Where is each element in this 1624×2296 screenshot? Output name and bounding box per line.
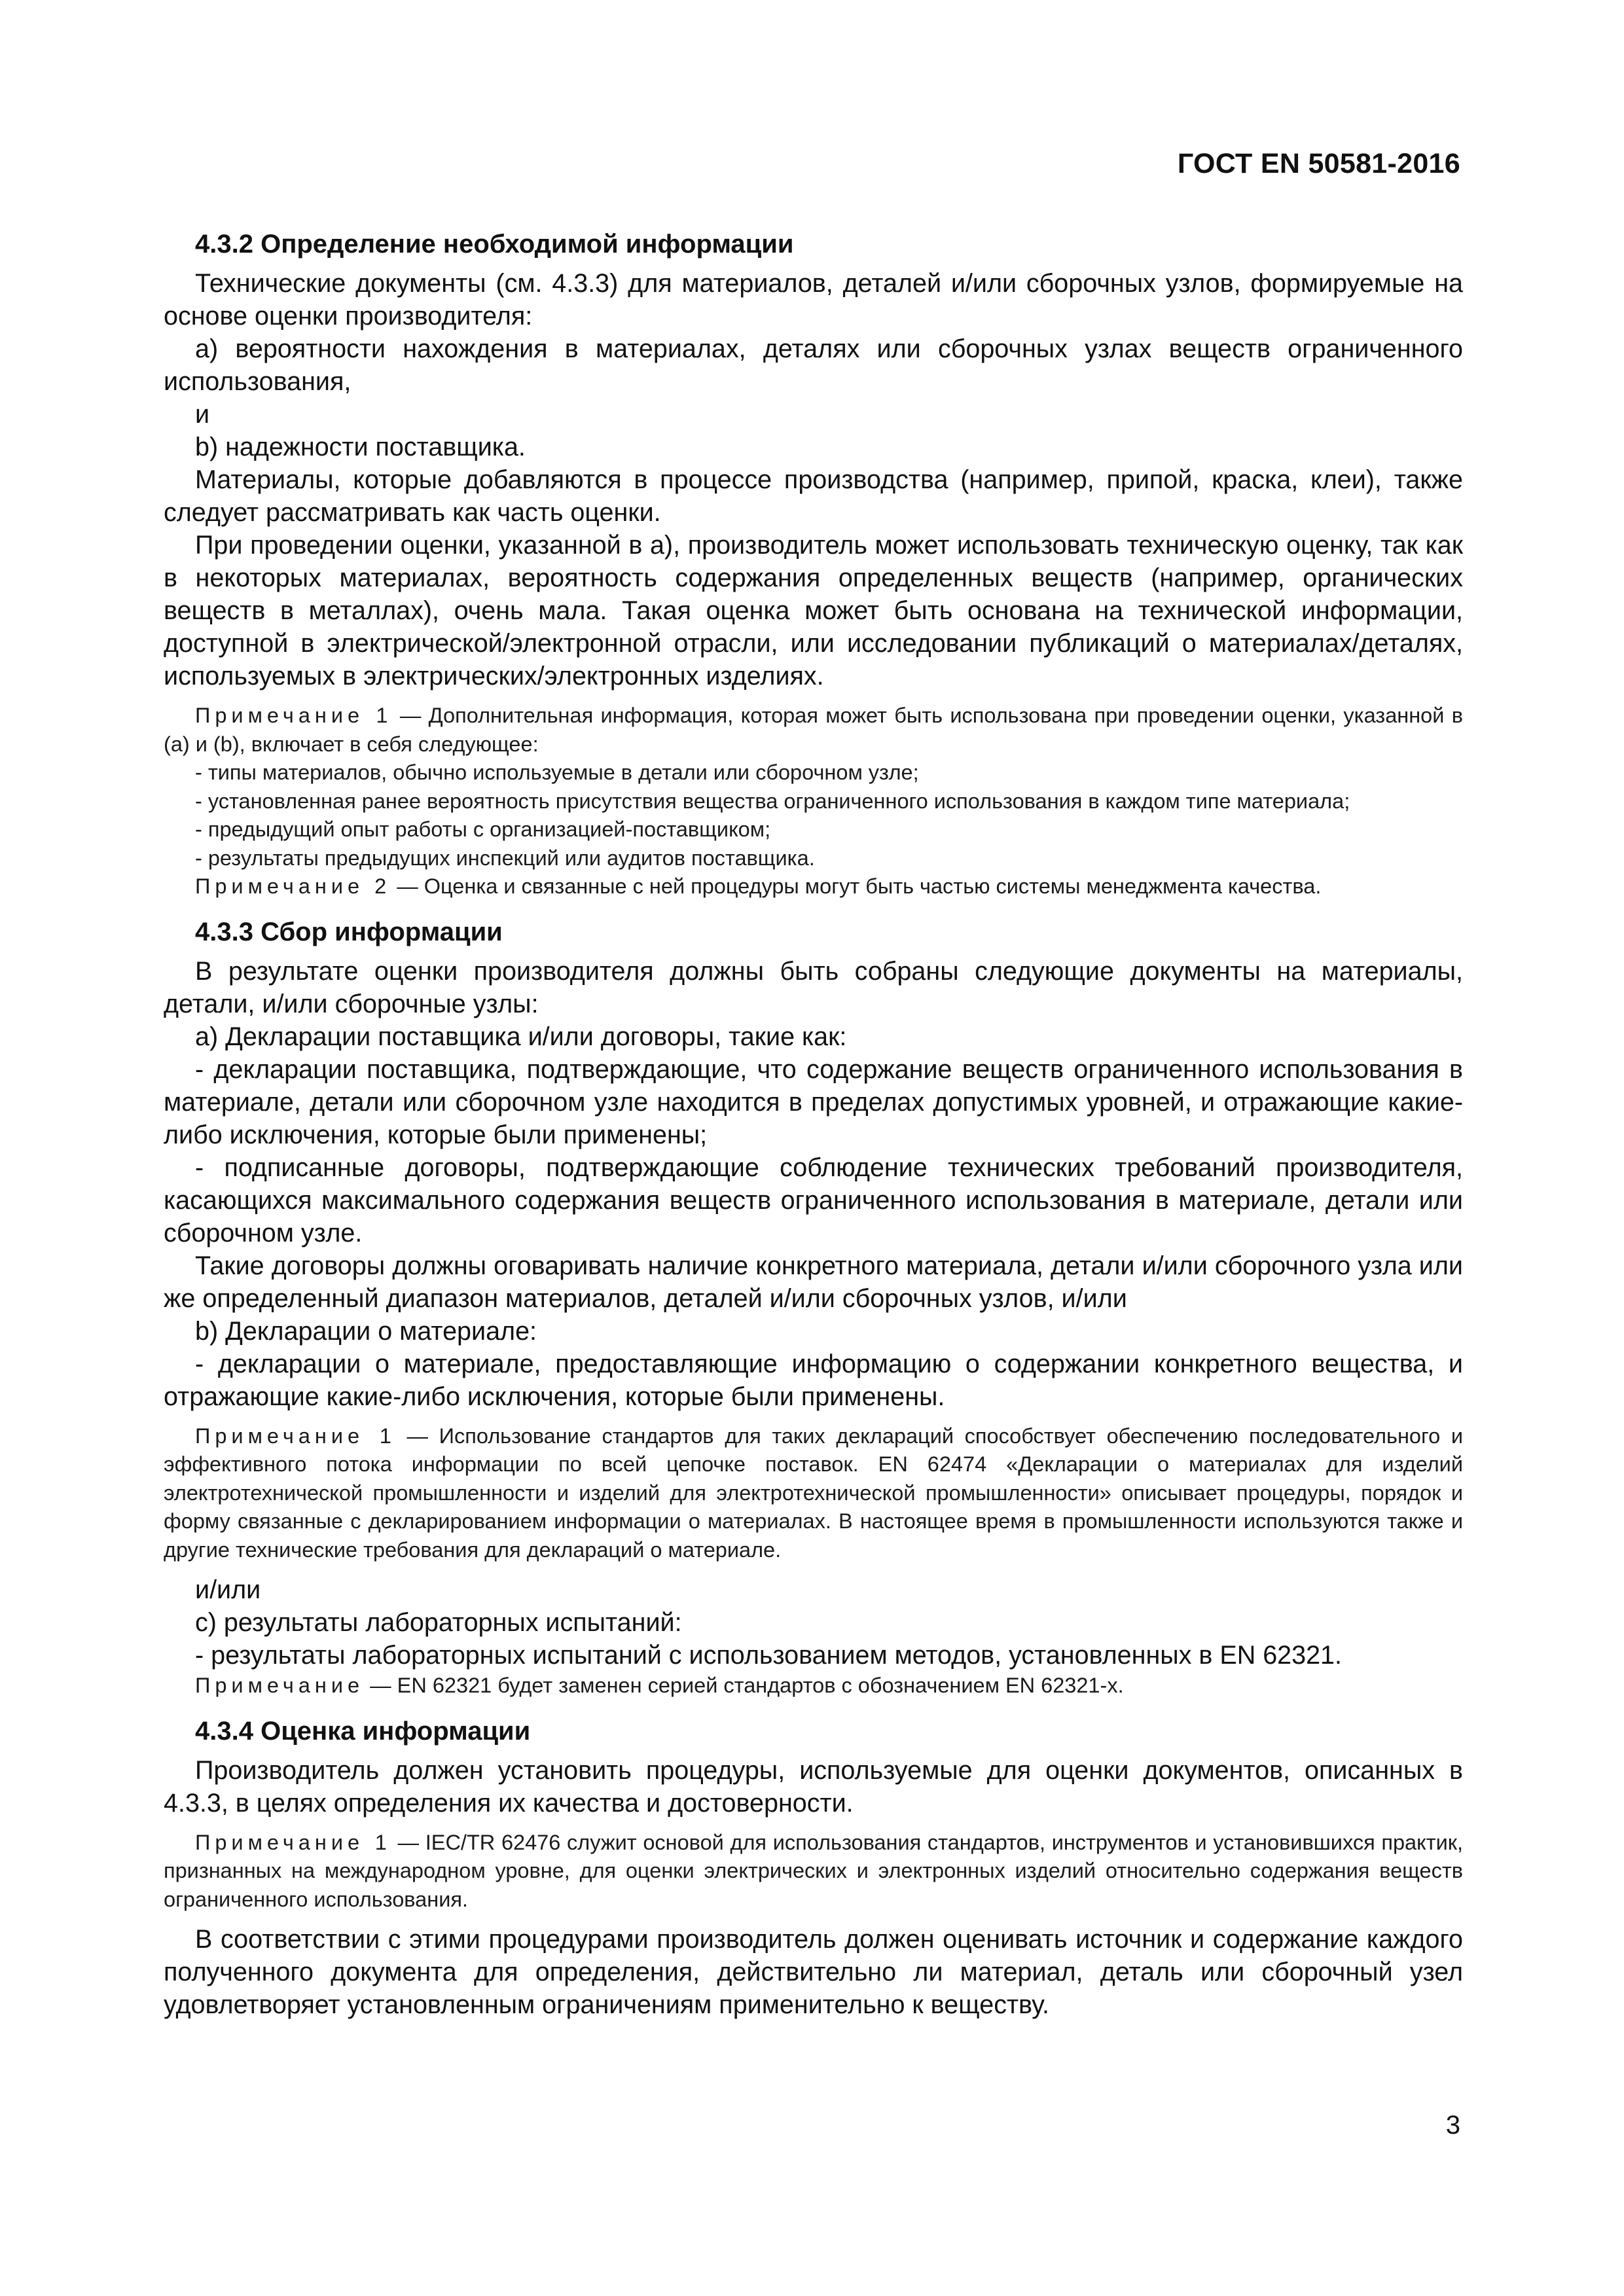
paragraph: Технические документы (см. 4.3.3) для материалов, деталей и/или сборочных узлов, формируемые на основе оценки производителя: [164, 269, 1463, 331]
note-label: Примечание [195, 1674, 365, 1697]
page-number: 3 [1445, 2111, 1460, 2140]
note-list-item: - типы материалов, обычно используемые в детали или сборочном узле; [195, 761, 919, 784]
note-label: Примечание 1 [195, 1830, 391, 1854]
paragraph: - декларации о материале, предоставляющие информацию о содержании конкретного вещества, и отражающие какие-либо исключения, которые были применены. [164, 1349, 1463, 1411]
note-label: Примечание 2 [195, 874, 391, 898]
note-label: Примечание 1 [195, 1424, 396, 1448]
section-title-4-3-2: 4.3.2 Определение необходимой информации [195, 230, 794, 259]
note-1 [164, 1829, 1463, 1914]
note-list-item: - установленная ранее вероятность присутствия вещества ограниченного использования в каждом типе материала; [195, 789, 1350, 813]
section-title-4-3-3: 4.3.3 Сбор информации [195, 917, 503, 946]
paragraph: Производитель должен установить процедуры, используемые для оценки документов, описанных в 4.3.3, в целях определения их качества и достоверности. [164, 1755, 1463, 1818]
list-item-b: b) Декларации о материале: [195, 1316, 537, 1346]
list-item-a: а) вероятности нахождения в материалах, деталях или сборочных узлах веществ ограниченного использования, [164, 334, 1463, 396]
paragraph: - результаты лабораторных испытаний с использованием методов, установленных в EN 62321. [195, 1641, 1343, 1670]
note-text: — Дополнительная информация, которая может быть использована при проведении оценки, указанной в (а) и (b), включает в себя следующее: [164, 704, 1463, 756]
list-item-a: а) Декларации поставщика и/или договоры, такие как: [195, 1022, 847, 1051]
note-text: — Использование стандартов для таких деклараций способствует обеспечению последовательного и эффективного потока информации по всей цепочке поставок. EN 62474 «Декларации о материалах для изделий электротехнической промышленности и изделий для электротехнической промышленности» описывает процедуры, порядок и форму связанные с декларированием информации о материалах. В настоящее время в промышленности используются также и другие технические требования для деклараций о материале. [164, 1424, 1463, 1562]
note-text: — IEC/TR 62476 служит основой для использования стандартов, инструментов и установившихся практик, признанных на международном уровне, для оценки электрических и электронных изделий относительно содержания веществ ограниченного использования. [164, 1830, 1463, 1911]
note [164, 1672, 1463, 1700]
note-label: Примечание 1 [195, 704, 393, 727]
note-list-item: - предыдущий опыт работы с организацией-поставщиком; [195, 817, 771, 841]
document-header: ГОСТ EN 50581-2016 [1177, 148, 1460, 179]
note-1 [164, 1422, 1463, 1565]
note-1 [164, 702, 1463, 759]
conjunction: и [195, 400, 210, 429]
paragraph: Такие договоры должны оговаривать наличие конкретного материала, детали и/или сборочного узла или же определенный диапазон материалов, деталей и/или сборочных узлов, и/или [164, 1251, 1463, 1313]
conjunction: и/или [195, 1575, 261, 1604]
paragraph: В результате оценки производителя должны быть собраны следующие документы на материалы, детали, и/или сборочные узлы: [164, 956, 1463, 1018]
paragraph: - декларации поставщика, подтверждающие, что содержание веществ ограниченного использования в материале, детали или сборочном узле находится в пределах допустимых уровней, и отражающие какие-либо исключения, которые были применены; [164, 1054, 1463, 1149]
note-text: — Оценка и связанные с ней процедуры могут быть частью системы менеджмента качества. [391, 874, 1322, 898]
list-item-c: с) результаты лабораторных испытаний: [195, 1608, 682, 1637]
section-title-4-3-4: 4.3.4 Оценка информации [195, 1716, 531, 1746]
paragraph: При проведении оценки, указанной в а), производитель может использовать техническую оценку, так как в некоторых материалах, вероятность содержания определенных веществ (например, органических веществ в металлах), очень мала. Такая оценка может быть основана на технической информации, доступной в электрической/электронной отрасли, или исследовании публикаций о материалах/деталях, используемых в электрических/электронных изделиях. [164, 531, 1463, 691]
paragraph: Материалы, которые добавляются в процессе производства (например, припой, краска, клеи), также следует рассматривать как часть оценки. [164, 465, 1463, 527]
list-item-b: b) надежности поставщика. [195, 433, 526, 461]
paragraph: В соответствии с этими процедурами производитель должен оценивать источник и содержание каждого полученного документа для определения, действительно ли материал, деталь или сборочный узел удовлетворяет установленным ограничениям применительно к веществу. [164, 1925, 1463, 2019]
note-list-item: - результаты предыдущих инспекций или аудитов поставщика. [195, 846, 815, 870]
document-body [164, 228, 1463, 2021]
note-text: — EN 62321 будет заменен серией стандартов с обозначением EN 62321-х. [364, 1674, 1124, 1697]
paragraph: - подписанные договоры, подтверждающие соблюдение технических требований производителя, касающихся максимального содержания веществ ограниченного использования в материале, детали или сборочном узле. [164, 1153, 1463, 1247]
note-2 [164, 872, 1463, 901]
